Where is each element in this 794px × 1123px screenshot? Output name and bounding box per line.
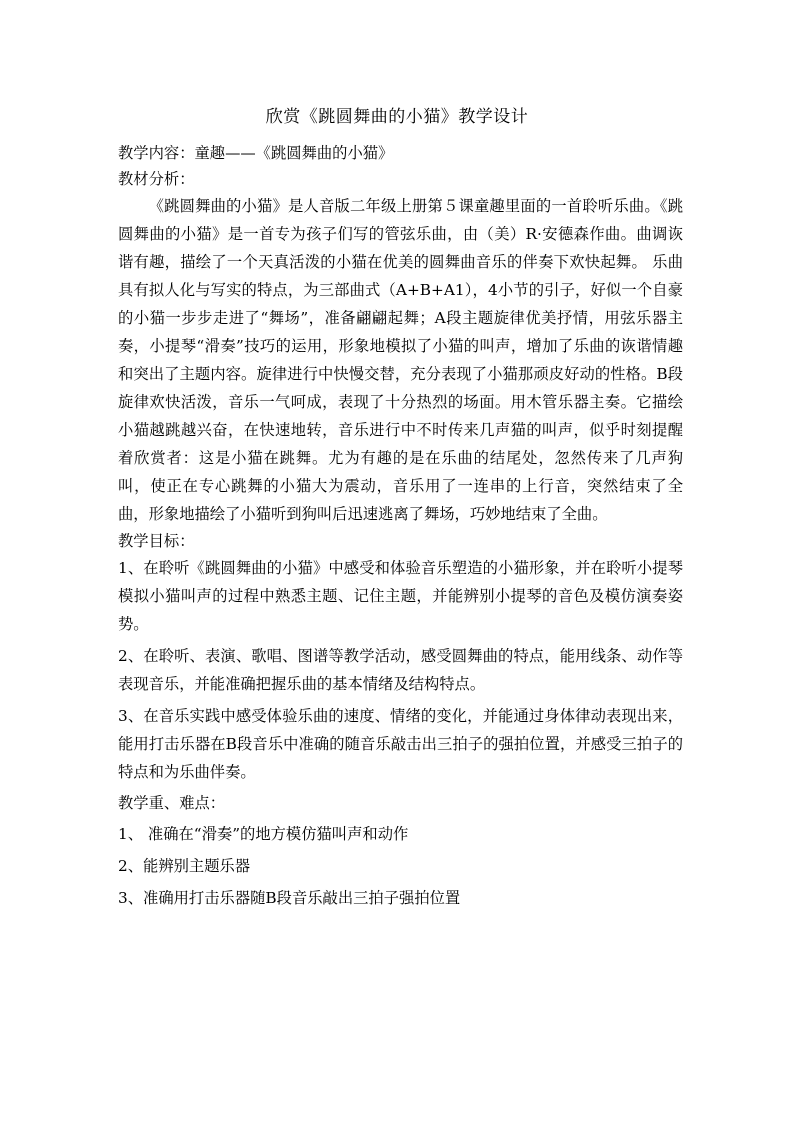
keypoint-item-1: 1、 准确在“滑奏”的地方模仿猫叫声和动作 — [118, 825, 409, 843]
objective-item-3: 3、在音乐实践中感受体验乐曲的速度、情绪的变化，并能通过身体律动表现出来，能用打击乐器在B段音乐中准确的随音乐敲击出三拍子的强拍位置，并感受三拍子的特点和为乐曲伴奏。 — [118, 707, 683, 781]
objectives-heading: 教学目标： — [118, 532, 195, 550]
analysis-heading: 教材分析： — [118, 170, 195, 188]
keypoints-heading: 教学重、难点： — [118, 794, 226, 812]
document-title: 欣赏《跳圆舞曲的小猫》教学设计 — [265, 107, 529, 127]
keypoint-item-3: 3、准确用打击乐器随B段音乐敲出三拍子强拍位置 — [118, 889, 461, 907]
document-body — [118, 140, 683, 912]
objective-item-1: 1、在聆听《跳圆舞曲的小猫》中感受和体验音乐塑造的小猫形象，并在聆听小提琴模拟小猫叫声的过程中熟悉主题、记住主题，并能辨别小提琴的音色及模仿演奏姿势。 — [118, 559, 683, 633]
analysis-paragraph: 《跳圆舞曲的小猫》是人音版二年级上册第５课童趣里面的一首聆听乐曲。《跳圆舞曲的小猫》是一首专为孩子们写的管弦乐曲，由（美）R·安德森作曲。曲调诙谐有趣，描绘了一个天真活泼的小猫在优美的圆舞曲音乐的伴奏下欢快起舞。 乐曲具有拟人化与写实的特点，为三部曲式（A+B+A1），4小节的引子，好似一个自豪的小猫一步步走进了“舞场”，准备翩翩起舞；A段主题旋律优美抒情，用弦乐器主奏，小提琴“滑奏”技巧的运用，形象地模拟了小猫的叫声，增加了乐曲的诙谐情趣和突出了主题内容。旋律进行中快慢交替，充分表现了小猫那顽皮好动的性格。B段旋律欢快活泼，音乐一气呵成，表现了十分热烈的场面。用木管乐器主奏。它描绘小猫越跳越兴奋，在快速地转，音乐进行中不时传来几声猫的叫声，似乎时刻提醒着欣赏者：这是小猫在跳舞。尤为有趣的是在乐曲的结尾处，忽然传来了几声狗叫，使正在专心跳舞的小猫大为震动，音乐用了一连串的上行音，突然结束了全曲，形象地描绘了小猫听到狗叫后迅速逃离了舞场，巧妙地结束了全曲。 — [118, 197, 683, 523]
keypoint-item-2: 2、能辨别主题乐器 — [118, 857, 251, 875]
objective-item-2: 2、在聆听、表演、歌唱、图谱等教学活动，感受圆舞曲的特点，能用线条、动作等表现音乐，并能准确把握乐曲的基本情绪及结构特点。 — [118, 647, 683, 693]
content-line: 教学内容：童趣——《跳圆舞曲的小猫》 — [118, 144, 394, 162]
